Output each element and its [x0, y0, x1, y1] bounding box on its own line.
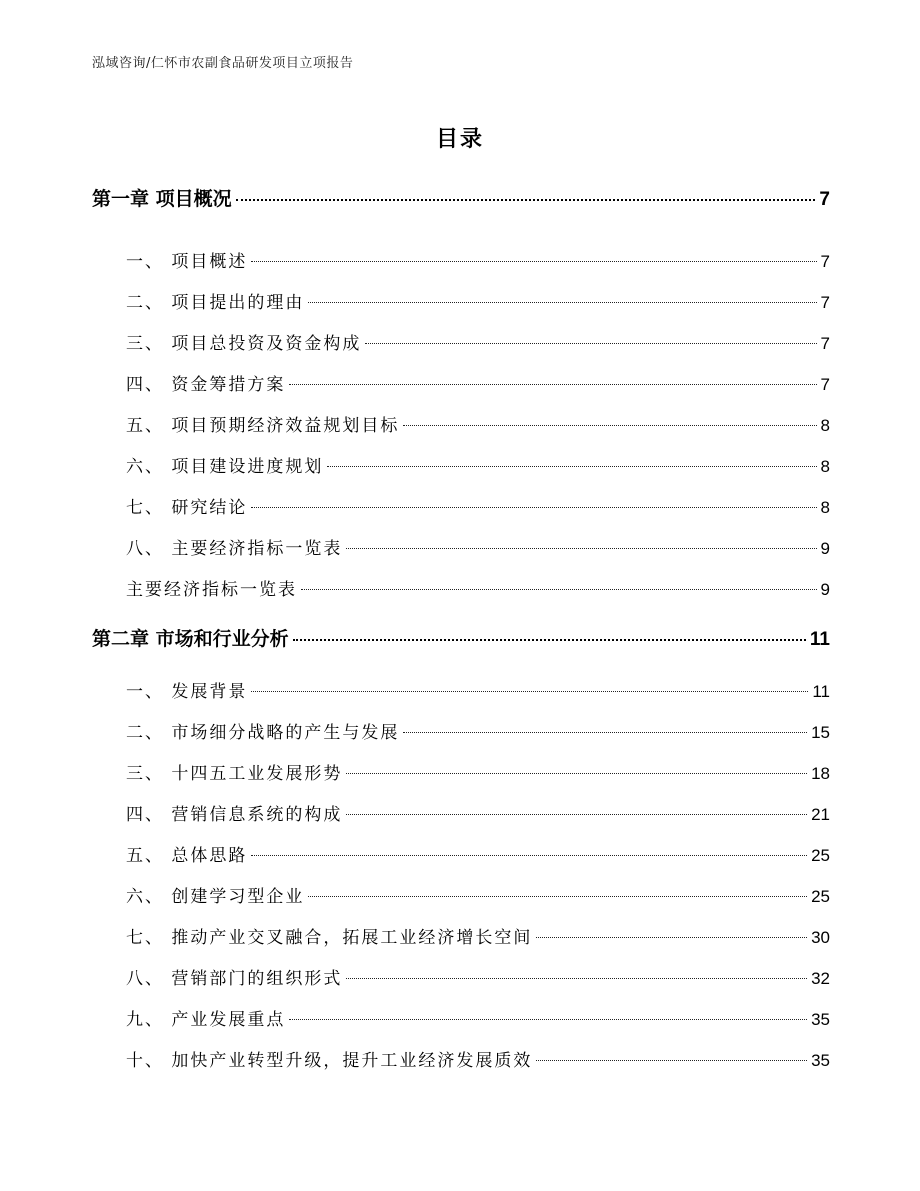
- dot-leader: [365, 343, 816, 344]
- toc-entry-label: 四、 资金筹措方案: [126, 375, 286, 395]
- toc-entry-label: 二、 项目提出的理由: [126, 293, 305, 313]
- dot-leader: [346, 773, 807, 774]
- dot-leader: [308, 896, 807, 897]
- toc-section-1-8[interactable]: [126, 534, 830, 559]
- toc-entry-label: 六、 创建学习型企业: [126, 887, 305, 907]
- dot-leader: [536, 1060, 807, 1061]
- dot-leader: [251, 855, 807, 856]
- dot-leader: [289, 1019, 807, 1020]
- toc-page-number: 7: [820, 375, 830, 394]
- dot-leader: [251, 507, 816, 508]
- toc-page-number: 8: [820, 457, 830, 476]
- toc-entry-label: 八、 主要经济指标一览表: [126, 539, 343, 559]
- toc-page-number: 7: [820, 293, 830, 312]
- toc-section-2-8[interactable]: [126, 964, 830, 989]
- dot-leader: [308, 302, 816, 303]
- toc-entry-label: 五、 项目预期经济效益规划目标: [126, 416, 400, 436]
- toc-entry-label: 四、 营销信息系统的构成: [126, 805, 343, 825]
- toc-page-number: 32: [811, 969, 830, 988]
- toc-page-number: 15: [811, 723, 830, 742]
- toc-page-number: 8: [820, 416, 830, 435]
- toc-entry-label: 八、 营销部门的组织形式: [126, 969, 343, 989]
- toc-page-number: 25: [811, 887, 830, 906]
- toc-entry-label: 主要经济指标一览表: [126, 580, 297, 600]
- dot-leader: [536, 937, 807, 938]
- toc-page-number: 35: [811, 1051, 830, 1070]
- dot-leader: [346, 814, 807, 815]
- toc-entry-label: 二、 市场细分战略的产生与发展: [126, 723, 400, 743]
- toc-page-number: 7: [820, 334, 830, 353]
- toc-page-number: 11: [812, 682, 830, 701]
- toc-page-number: 25: [811, 846, 830, 865]
- toc-section-2-10[interactable]: [126, 1046, 830, 1071]
- toc-entry-label: 九、 产业发展重点: [126, 1010, 286, 1030]
- toc-section-1-5[interactable]: [126, 411, 830, 436]
- toc-title: 目录: [435, 127, 484, 152]
- toc-page-number: 8: [820, 498, 830, 517]
- toc-section-2-2[interactable]: [126, 718, 830, 743]
- toc-section-2-4[interactable]: [126, 800, 830, 825]
- toc-section-1-7[interactable]: [126, 493, 830, 518]
- toc-entry-label: 三、 十四五工业发展形势: [126, 764, 343, 784]
- toc-section-1-6[interactable]: [126, 452, 830, 477]
- dot-leader: [346, 978, 807, 979]
- toc-section-2-1[interactable]: [126, 677, 830, 702]
- toc-chapter-2[interactable]: [92, 624, 830, 651]
- toc-section-1-2[interactable]: [126, 288, 830, 313]
- dot-leader: [251, 691, 808, 692]
- dot-leader: [403, 425, 816, 426]
- toc-page-number: 7: [820, 252, 830, 271]
- dot-leader: [293, 639, 806, 641]
- toc-section-2-3[interactable]: [126, 759, 830, 784]
- toc-page-number: 35: [811, 1010, 830, 1029]
- running-header: 泓域咨询/仁怀市农副食品研发项目立项报告: [92, 56, 354, 71]
- toc-entry-label: 十、 加快产业转型升级，提升工业经济发展质效: [126, 1051, 533, 1071]
- dot-leader: [346, 548, 816, 549]
- toc-entry-label: 一、 发展背景: [126, 682, 248, 702]
- toc-entry-label: 一、 项目概述: [126, 252, 248, 272]
- toc-section-2-9[interactable]: [126, 1005, 830, 1030]
- toc-page-number: 21: [811, 805, 830, 824]
- toc-section-2-5[interactable]: [126, 841, 830, 866]
- dot-leader: [327, 466, 816, 467]
- dot-leader: [301, 589, 817, 590]
- toc-section-1-9[interactable]: [126, 575, 830, 600]
- toc-entry-label: 七、 研究结论: [126, 498, 248, 518]
- toc-chapter-1[interactable]: [92, 184, 830, 211]
- toc-section-1-4[interactable]: [126, 370, 830, 395]
- toc-section-1-1[interactable]: [126, 247, 830, 272]
- toc-page-number: 18: [811, 764, 830, 783]
- toc-section-2-6[interactable]: [126, 882, 830, 907]
- toc-entry-label: 三、 项目总投资及资金构成: [126, 334, 362, 354]
- toc-page-number: 9: [820, 580, 830, 599]
- dot-leader: [403, 732, 807, 733]
- dot-leader: [236, 199, 816, 201]
- toc-page-number: 30: [811, 928, 830, 947]
- toc-section-1-3[interactable]: [126, 329, 830, 354]
- toc-entry-label: 六、 项目建设进度规划: [126, 457, 324, 477]
- toc-entry-label: 七、 推动产业交叉融合，拓展工业经济增长空间: [126, 928, 533, 948]
- toc-entry-label: 第二章 市场和行业分析: [92, 628, 289, 650]
- toc-entry-label: 第一章 项目概况: [92, 188, 232, 210]
- toc-page-number: 7: [819, 189, 830, 210]
- dot-leader: [289, 384, 816, 385]
- toc-section-2-7[interactable]: [126, 923, 830, 948]
- toc-entry-label: 五、 总体思路: [126, 846, 248, 866]
- toc-page-number: 11: [809, 629, 830, 650]
- toc-page-number: 9: [820, 539, 830, 558]
- dot-leader: [251, 261, 816, 262]
